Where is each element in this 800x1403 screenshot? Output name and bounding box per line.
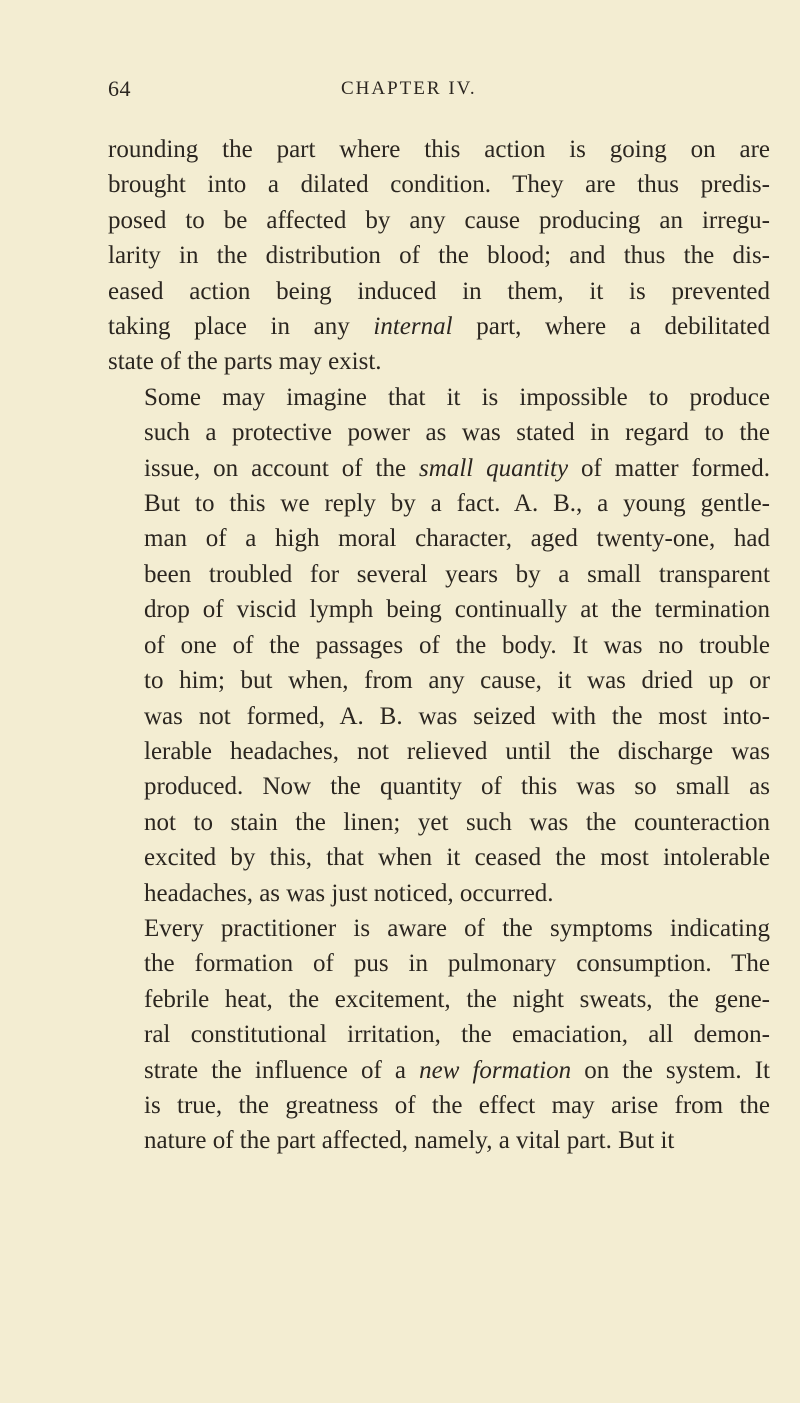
- text-run: strate the influence of a: [144, 1056, 420, 1084]
- text-line: [108, 557, 770, 592]
- text-run: headaches, as was just noticed, occurred.: [144, 879, 554, 907]
- text-line: [108, 238, 770, 273]
- text-line: [108, 309, 770, 344]
- text-run: Every practitioner is aware of the symptoms indicating: [144, 914, 770, 942]
- text-run: was not formed, A. B. was seized with the most into-: [144, 702, 770, 730]
- text-run: Some may imagine that it is impossible to produce: [144, 383, 770, 411]
- text-line: [108, 486, 770, 521]
- running-head: [108, 76, 768, 106]
- text-run: not to stain the linen; yet such was the counteraction: [144, 808, 770, 836]
- text-run: taking place in any: [108, 313, 374, 341]
- text-line: [108, 663, 770, 698]
- text-run: drop of viscid lymph being continually at the termination: [144, 596, 770, 624]
- text-run: excited by this, that when it ceased the most intolerable: [144, 844, 770, 872]
- text-line: [108, 628, 770, 663]
- text-line: [108, 274, 770, 309]
- text-run: part, where a debilitated: [452, 313, 770, 341]
- text-line: [108, 699, 770, 734]
- text-line: [108, 451, 770, 486]
- text-run: of matter formed.: [568, 454, 771, 482]
- text-run: on the system. It: [571, 1056, 770, 1084]
- text-line: [108, 1088, 770, 1123]
- text-run: issue, on account of the: [144, 454, 420, 482]
- text-line: [108, 167, 770, 202]
- text-run: rounding the part where this action is going on are: [108, 136, 770, 163]
- text-line: [108, 734, 770, 769]
- text-line: [108, 1123, 770, 1158]
- text-line: [108, 132, 770, 167]
- text-run: nature of the part affected, namely, a vital part. But it: [144, 1127, 675, 1155]
- text-run: eased action being induced in them, it is prevented: [108, 277, 770, 305]
- text-run: to him; but when, from any cause, it was dried up or: [144, 667, 770, 695]
- paragraph: [108, 911, 770, 1159]
- text-line: [108, 380, 770, 415]
- text-line: [108, 946, 770, 981]
- text-run: man of a high moral character, aged twenty-one, had: [144, 525, 770, 553]
- text-line: [108, 840, 770, 875]
- text-run: But to this we reply by a fact. A. B., a young gentle-: [144, 490, 770, 518]
- paragraph: [108, 132, 770, 380]
- text-line: [108, 911, 770, 946]
- text-run: been troubled for several years by a small transparent: [144, 560, 770, 588]
- chapter-title: CHAPTER IV.: [341, 78, 477, 99]
- text-run: such a protective power as was stated in regard to the: [144, 419, 770, 447]
- text-run: the formation of pus in pulmonary consumption. The: [144, 950, 770, 978]
- italic-text-run: internal: [373, 313, 453, 341]
- text-run: febrile heat, the excitement, the night sweats, the gene-: [144, 985, 770, 1013]
- paragraph: [108, 380, 770, 911]
- text-line: [108, 521, 770, 556]
- text-run: of one of the passages of the body. It was no trouble: [144, 631, 770, 659]
- text-line: [108, 805, 770, 840]
- text-run: posed to be affected by any cause producing an irregu-: [108, 206, 770, 234]
- text-line: [108, 415, 770, 450]
- text-line: [108, 1017, 770, 1052]
- text-run: larity in the distribution of the blood; and thus the dis-: [108, 242, 770, 270]
- text-run: produced. Now the quantity of this was so small as: [144, 773, 770, 801]
- text-line: [108, 769, 770, 804]
- body-text: [108, 132, 770, 1159]
- text-line: [108, 203, 770, 238]
- text-line: [108, 982, 770, 1017]
- page-number: 64: [108, 76, 131, 101]
- text-line: [108, 344, 770, 379]
- italic-text-run: new formation: [419, 1056, 572, 1084]
- italic-text-run: small quantity: [419, 454, 569, 482]
- text-run: is true, the greatness of the effect may arise from the: [144, 1091, 770, 1119]
- text-run: lerable headaches, not relieved until the discharge was: [144, 737, 770, 765]
- text-run: state of the parts may exist.: [108, 348, 382, 376]
- text-line: [108, 876, 770, 911]
- text-line: [108, 1053, 770, 1088]
- text-run: brought into a dilated condition. They are thus predis-: [108, 171, 770, 199]
- text-run: ral constitutional irritation, the emaciation, all demon-: [144, 1021, 770, 1049]
- text-line: [108, 592, 770, 627]
